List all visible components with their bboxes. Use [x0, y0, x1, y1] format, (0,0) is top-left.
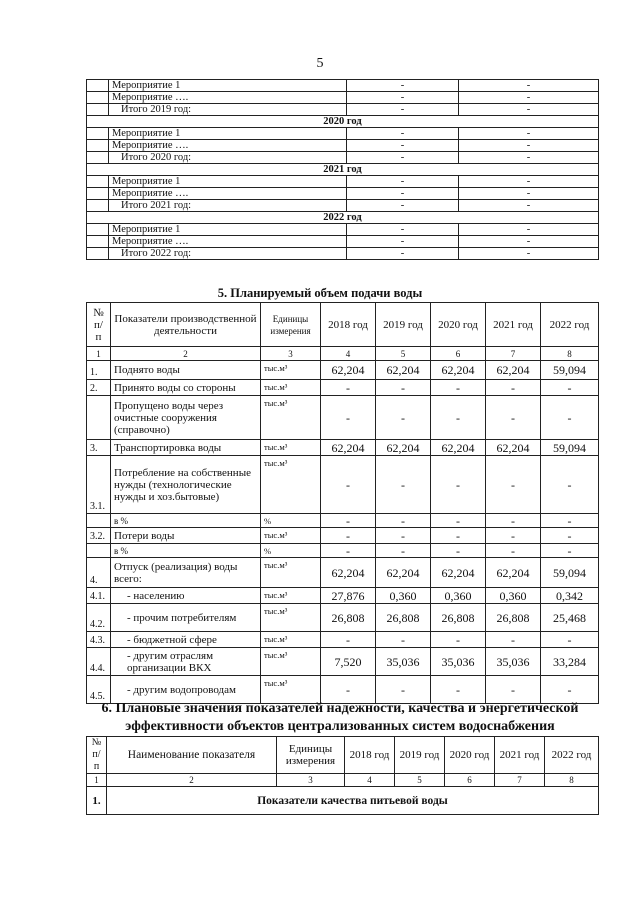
year-heading: 2021 год	[87, 164, 599, 176]
table-row	[87, 104, 599, 116]
value-cell: 62,204	[486, 440, 541, 456]
colnum: 1	[87, 347, 111, 361]
value-cell: -	[486, 528, 541, 544]
value-cell: 62,204	[321, 361, 376, 380]
value-cell: 59,094	[541, 558, 599, 588]
value-cell: -	[459, 104, 599, 116]
value-cell: -	[321, 528, 376, 544]
row-number-cell	[87, 104, 109, 116]
colnum: 1	[87, 774, 107, 787]
unit-cell: тыс.м³	[261, 558, 321, 588]
value-cell: -	[347, 104, 459, 116]
value-cell: -	[376, 632, 431, 648]
header-2018: 2018 год	[345, 737, 395, 774]
row-number: 4.2.	[87, 604, 111, 632]
value-cell: -	[459, 92, 599, 104]
colnum: 2	[107, 774, 277, 787]
colnum: 5	[376, 347, 431, 361]
value-cell: -	[541, 514, 599, 528]
value-cell: -	[347, 92, 459, 104]
table-row	[87, 514, 599, 528]
value-cell: 62,204	[376, 440, 431, 456]
value-cell: -	[486, 396, 541, 440]
value-cell: -	[321, 514, 376, 528]
value-cell: -	[486, 380, 541, 396]
value-cell: 0,342	[541, 588, 599, 604]
value-cell: -	[486, 456, 541, 514]
colnum: 4	[345, 774, 395, 787]
value-cell: 7,520	[321, 648, 376, 676]
header-num: № п/п	[87, 737, 107, 774]
row-number: 3.	[87, 440, 111, 456]
table-header-row	[87, 737, 599, 774]
value-cell: 26,808	[431, 604, 486, 632]
value-cell: 35,036	[431, 648, 486, 676]
value-cell: 26,808	[321, 604, 376, 632]
column-number-row	[87, 347, 599, 361]
value-cell: 0,360	[376, 588, 431, 604]
value-cell: -	[321, 676, 376, 704]
table-row	[87, 80, 599, 92]
row-number-cell	[87, 92, 109, 104]
row-number: 3.1.	[87, 456, 111, 514]
row-number-cell	[87, 200, 109, 212]
value-cell: 62,204	[321, 558, 376, 588]
indicator-name: - другим отраслям организации ВКХ	[111, 648, 261, 676]
row-number-cell	[87, 80, 109, 92]
unit-cell: тыс.м³	[261, 648, 321, 676]
value-cell: 35,036	[376, 648, 431, 676]
unit-cell: тыс.м³	[261, 604, 321, 632]
colnum: 7	[495, 774, 545, 787]
value-cell: -	[347, 80, 459, 92]
unit-cell: тыс.м³	[261, 440, 321, 456]
indicator-name: Пропущено воды через очистные сооружения (справочно)	[111, 396, 261, 440]
value-cell: -	[376, 676, 431, 704]
value-cell: 59,094	[541, 361, 599, 380]
value-cell: 62,204	[431, 440, 486, 456]
value-cell: -	[376, 396, 431, 440]
value-cell: -	[347, 152, 459, 164]
row-number: 1.	[87, 361, 111, 380]
value-cell: -	[347, 128, 459, 140]
value-cell: -	[541, 456, 599, 514]
unit-cell: %	[261, 544, 321, 558]
value-cell: -	[459, 224, 599, 236]
row-number: 4.	[87, 558, 111, 588]
table-row	[87, 200, 599, 212]
value-cell: -	[347, 200, 459, 212]
measure-label: Мероприятие ….	[109, 236, 347, 248]
row-number-cell	[87, 128, 109, 140]
row-number-cell	[87, 176, 109, 188]
value-cell: -	[347, 224, 459, 236]
header-num: № п/ п	[87, 303, 111, 347]
value-cell: -	[321, 456, 376, 514]
header-unit: Единицы измерения	[261, 303, 321, 347]
unit-cell: тыс.м³	[261, 588, 321, 604]
unit-cell: тыс.м³	[261, 396, 321, 440]
value-cell: -	[321, 380, 376, 396]
table-row	[87, 787, 599, 815]
row-number-cell	[87, 152, 109, 164]
year-heading: 2020 год	[87, 116, 599, 128]
table-row	[87, 248, 599, 260]
value-cell: -	[431, 544, 486, 558]
colnum: 5	[395, 774, 445, 787]
measure-label: Итого 2022 год:	[109, 248, 347, 260]
value-cell: 62,204	[431, 558, 486, 588]
table-row	[87, 604, 599, 632]
unit-cell: %	[261, 514, 321, 528]
colnum: 6	[445, 774, 495, 787]
table-row	[87, 632, 599, 648]
measure-label: Итого 2019 год:	[109, 104, 347, 116]
value-cell: -	[431, 632, 486, 648]
colnum: 2	[111, 347, 261, 361]
value-cell: -	[321, 544, 376, 558]
value-cell: -	[431, 380, 486, 396]
value-cell: -	[431, 528, 486, 544]
colnum: 3	[261, 347, 321, 361]
value-cell: -	[459, 236, 599, 248]
measure-label: Мероприятие 1	[109, 128, 347, 140]
value-cell: 59,094	[541, 440, 599, 456]
year-heading-row	[87, 212, 599, 224]
row-number	[87, 396, 111, 440]
value-cell: 27,876	[321, 588, 376, 604]
value-cell: -	[376, 544, 431, 558]
value-cell: 0,360	[431, 588, 486, 604]
value-cell: -	[459, 140, 599, 152]
row-number-cell	[87, 188, 109, 200]
header-2022: 2022 год	[545, 737, 599, 774]
row-number: 4.1.	[87, 588, 111, 604]
table-row	[87, 176, 599, 188]
indicator-name: Транспортировка воды	[111, 440, 261, 456]
indicator-name: в %	[111, 544, 261, 558]
value-cell: -	[321, 396, 376, 440]
value-cell: 33,284	[541, 648, 599, 676]
table-row	[87, 588, 599, 604]
value-cell: 62,204	[486, 558, 541, 588]
page-number: 5	[316, 56, 324, 71]
header-2018: 2018 год	[321, 303, 376, 347]
table-row	[87, 528, 599, 544]
row-number-cell	[87, 236, 109, 248]
value-cell: -	[541, 676, 599, 704]
table-row	[87, 558, 599, 588]
value-cell: 26,808	[376, 604, 431, 632]
row-number: 4.3.	[87, 632, 111, 648]
value-cell: -	[376, 528, 431, 544]
value-cell: -	[347, 140, 459, 152]
row-number	[87, 544, 111, 558]
indicator-name: Принято воды со стороны	[111, 380, 261, 396]
value-cell: -	[347, 188, 459, 200]
value-cell: -	[431, 514, 486, 528]
header-indicator-name: Наименование показателя	[107, 737, 277, 774]
header-2022: 2022 год	[541, 303, 599, 347]
table-row	[87, 396, 599, 440]
header-2020: 2020 год	[431, 303, 486, 347]
plan-measures-table	[86, 79, 599, 260]
value-cell: -	[321, 632, 376, 648]
value-cell: 62,204	[486, 361, 541, 380]
row-number: 3.2.	[87, 528, 111, 544]
row-number-cell	[87, 248, 109, 260]
colnum: 8	[545, 774, 599, 787]
year-heading-row	[87, 116, 599, 128]
value-cell: -	[431, 676, 486, 704]
measure-label: Итого 2020 год:	[109, 152, 347, 164]
section5-title: 5. Планируемый объем подачи воды	[217, 286, 423, 300]
unit-cell: тыс.м³	[261, 380, 321, 396]
row-number-cell	[87, 224, 109, 236]
indicator-name: - бюджетной сфере	[111, 632, 261, 648]
value-cell: -	[459, 248, 599, 260]
table-row	[87, 188, 599, 200]
table-row	[87, 456, 599, 514]
colnum: 8	[541, 347, 599, 361]
indicator-name: в %	[111, 514, 261, 528]
table-row	[87, 140, 599, 152]
value-cell: 62,204	[431, 361, 486, 380]
value-cell: -	[459, 188, 599, 200]
value-cell: -	[347, 236, 459, 248]
value-cell: 0,360	[486, 588, 541, 604]
header-2021: 2021 год	[495, 737, 545, 774]
unit-cell: тыс.м³	[261, 676, 321, 704]
measure-label: Мероприятие ….	[109, 188, 347, 200]
value-cell: -	[431, 456, 486, 514]
value-cell: -	[347, 176, 459, 188]
value-cell: -	[376, 514, 431, 528]
column-number-row	[87, 774, 599, 787]
value-cell: -	[486, 544, 541, 558]
table-row	[87, 544, 599, 558]
measure-label: Мероприятие 1	[109, 224, 347, 236]
row-number: 4.5.	[87, 676, 111, 704]
value-cell: -	[541, 528, 599, 544]
value-cell: -	[459, 176, 599, 188]
indicator-name: - прочим потребителям	[111, 604, 261, 632]
header-2020: 2020 год	[445, 737, 495, 774]
value-cell: 35,036	[486, 648, 541, 676]
header-indicator: Показатели производственной деятельности	[111, 303, 261, 347]
value-cell: -	[431, 396, 486, 440]
value-cell: -	[459, 80, 599, 92]
colnum: 7	[486, 347, 541, 361]
value-cell: 62,204	[321, 440, 376, 456]
value-cell: -	[541, 632, 599, 648]
table-row	[87, 440, 599, 456]
unit-cell: тыс.м³	[261, 528, 321, 544]
table-row	[87, 152, 599, 164]
measure-label: Итого 2021 год:	[109, 200, 347, 212]
indicator-name: Потребление на собственные нужды (технологические нужды и хоз.бытовые)	[111, 456, 261, 514]
table-row	[87, 128, 599, 140]
value-cell: -	[486, 676, 541, 704]
header-2021: 2021 год	[486, 303, 541, 347]
indicator-name: - другим водопроводам	[111, 676, 261, 704]
unit-cell: тыс.м³	[261, 456, 321, 514]
value-cell: -	[376, 456, 431, 514]
indicator-name: Поднято воды	[111, 361, 261, 380]
value-cell: -	[459, 152, 599, 164]
measure-label: Мероприятие ….	[109, 92, 347, 104]
unit-cell: тыс.м³	[261, 632, 321, 648]
measure-label: Мероприятие ….	[109, 140, 347, 152]
reliability-indicators-table	[86, 736, 599, 815]
colnum: 6	[431, 347, 486, 361]
table-row	[87, 236, 599, 248]
table-row	[87, 224, 599, 236]
colnum: 3	[277, 774, 345, 787]
year-heading: 2022 год	[87, 212, 599, 224]
row-number-cell	[87, 140, 109, 152]
table-row	[87, 92, 599, 104]
value-cell: -	[541, 544, 599, 558]
row-number: 4.4.	[87, 648, 111, 676]
water-supply-volume-table	[86, 302, 599, 704]
row-number: 2.	[87, 380, 111, 396]
indicator-name: - населению	[111, 588, 261, 604]
header-unit: Единицы измерения	[277, 737, 345, 774]
indicator-name: Потери воды	[111, 528, 261, 544]
value-cell: 62,204	[376, 558, 431, 588]
table-row	[87, 361, 599, 380]
value-cell: -	[541, 396, 599, 440]
unit-cell: тыс.м³	[261, 361, 321, 380]
table-row	[87, 648, 599, 676]
row-number	[87, 514, 111, 528]
value-cell: 25,468	[541, 604, 599, 632]
table-row	[87, 380, 599, 396]
value-cell: 26,808	[486, 604, 541, 632]
table-header-row	[87, 303, 599, 347]
value-cell: -	[541, 380, 599, 396]
value-cell: -	[459, 200, 599, 212]
value-cell: -	[376, 380, 431, 396]
row-number: 1.	[87, 787, 107, 815]
value-cell: -	[486, 514, 541, 528]
value-cell: -	[486, 632, 541, 648]
section6-title: 6. Плановые значения показателей надежности, качества и энергетической эффективности объектов централизованных систем водоснабжения	[101, 701, 579, 734]
value-cell: -	[459, 128, 599, 140]
value-cell: -	[347, 248, 459, 260]
measure-label: Мероприятие 1	[109, 176, 347, 188]
colnum: 4	[321, 347, 376, 361]
year-heading-row	[87, 164, 599, 176]
indicator-name: Отпуск (реализация) воды всего:	[111, 558, 261, 588]
header-2019: 2019 год	[395, 737, 445, 774]
measure-label: Мероприятие 1	[109, 80, 347, 92]
header-2019: 2019 год	[376, 303, 431, 347]
group-heading: Показатели качества питьевой воды	[107, 787, 599, 815]
value-cell: 62,204	[376, 361, 431, 380]
